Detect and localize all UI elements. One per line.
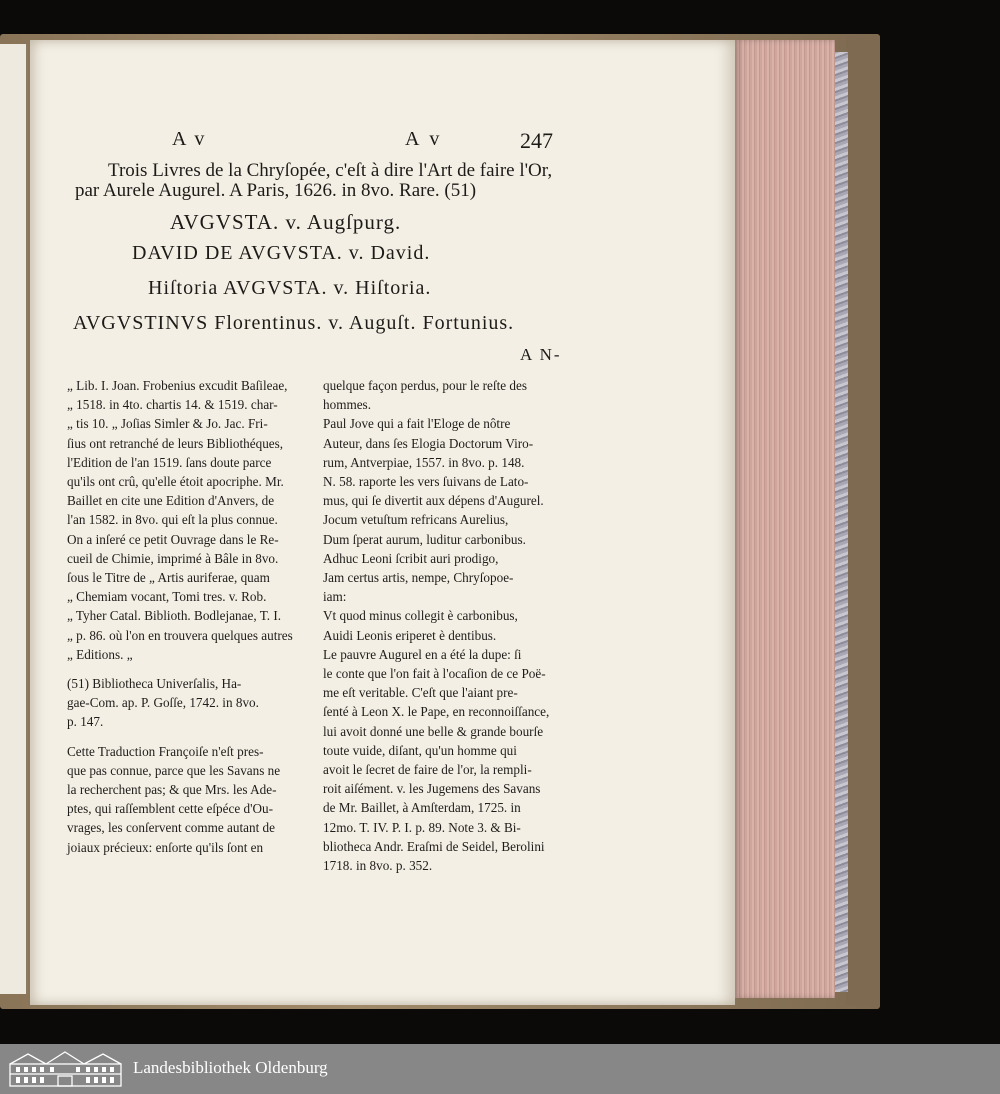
text-line: qu'ils ont crû, qu'elle étoit apocriphe. Mr.: [67, 474, 284, 490]
text-line: Le pauvre Augurel en a été la dupe: ſi: [323, 646, 522, 662]
library-name: Landesbibliothek Oldenburg: [133, 1058, 328, 1077]
entry-heading: AVGVSTINVS Florentinus. v. Auguſt. Fortunius.: [73, 312, 515, 334]
text-line: l'an 1582. in 8vo. qui eſt la plus connue.: [67, 512, 278, 528]
running-head-center: A v: [405, 128, 443, 150]
text-line: me eſt veritable. C'eſt que l'aiant pre-: [323, 685, 518, 701]
text-line: quelque façon perdus, pour le reſte des: [323, 378, 527, 393]
text-line: Auidi Leonis eriperet è dentibus.: [323, 627, 497, 643]
text-line: avoit le ſecret de faire de l'or, la rempli-: [323, 762, 532, 778]
text-line: „ tis 10. „ Joſias Simler & Jo. Jac. Fri-: [67, 416, 268, 432]
text-line: Dum ſperat aurum, luditur carbonibus.: [323, 531, 526, 547]
text-line: que pas connue, parce que les Savans ne: [67, 762, 281, 778]
book-board-edge: [846, 36, 880, 1006]
left-text-column: [67, 376, 307, 857]
text-line: „ p. 86. où l'on en trouvera quelques autres: [67, 627, 293, 643]
paragraph-gap: [67, 664, 307, 674]
facing-page-edge: [0, 44, 28, 994]
entry-text-line: Trois Livres de la Chryſopée, c'eſt à dire l'Art de faire l'Or,: [108, 160, 553, 181]
text-line: „ 1518. in 4to. chartis 14. & 1519. char-: [67, 397, 278, 413]
text-line: On a inſeré ce petit Ouvrage dans le Re-: [67, 531, 279, 547]
text-line: „ Editions. „: [67, 646, 133, 662]
running-head-left: A v: [172, 128, 207, 150]
text-line: lui avoit donné une belle & grande bourſe: [323, 723, 544, 739]
text-line: la recherchent pas; & que Mrs. les Ade-: [67, 782, 277, 798]
text-line: „ Tyher Catal. Biblioth. Bodlejanae, T. I.: [67, 608, 282, 624]
text-line: Auteur, dans ſes Elogia Doctorum Viro-: [323, 435, 534, 451]
text-line: toute vuide, diſant, qu'un homme qui: [323, 742, 517, 758]
text-line: joiaux précieux: enſorte qu'ils ſont en: [67, 839, 264, 855]
text-line: hommes.: [323, 397, 371, 413]
text-line: Paul Jove qui a fait l'Eloge de nôtre: [323, 416, 511, 432]
text-line: 1718. in 8vo. p. 352.: [323, 858, 433, 874]
page-number: 247: [520, 128, 553, 153]
text-line: rum, Antverpiae, 1557. in 8vo. p. 148.: [323, 454, 525, 470]
entry-heading: DAVID DE AVGVSTA. v. David.: [132, 242, 431, 264]
library-footer-bar: [0, 1044, 1000, 1094]
text-line: le conte que l'on fait à l'ocaſion de ce Poë-: [323, 666, 546, 682]
text-line: p. 147.: [67, 714, 104, 730]
text-line: bliotheca Andr. Eraſmi de Seidel, Berolini: [323, 838, 545, 854]
text-line: de Mr. Baillet, à Amſterdam, 1725. in: [323, 800, 521, 816]
text-line: Jam certus artis, nempe, Chryſopoe-: [323, 570, 514, 586]
text-line: roit aiſément. v. les Jugemens des Savans: [323, 781, 541, 797]
text-line: cueil de Chimie, imprimé à Bâle in 8vo.: [67, 550, 279, 566]
text-line: „ Lib. I. Joan. Frobenius excudit Baſileae,: [67, 378, 288, 393]
text-line: Adhuc Leoni ſcribit auri prodigo,: [323, 550, 499, 566]
catchword: A N-: [520, 345, 562, 364]
text-line: l'Edition de l'an 1519. ſans doute parce: [67, 454, 272, 470]
entry-heading: Hiſtoria AVGVSTA. v. Hiſtoria.: [148, 277, 432, 299]
text-line: ſous le Titre de „ Artis auriferae, quam: [67, 570, 270, 586]
text-line: vrages, les conſervent comme autant de: [67, 820, 275, 836]
right-text-column: [323, 376, 563, 875]
entry-text-line: par Aurele Augurel. A Paris, 1626. in 8vo. Rare. (51): [75, 180, 477, 201]
text-line: Jocum vetuſtum refricans Aurelius,: [323, 512, 509, 528]
text-line: Cette Traduction Françoiſe n'eſt pres-: [67, 743, 264, 759]
entry-heading: AVGVSTA. v. Augſpurg.: [170, 210, 402, 234]
text-line: ſius ont retranché de leurs Bibliothéques,: [67, 435, 284, 451]
library-building-logo-icon: [8, 1050, 123, 1088]
text-line: ptes, qui raſſemblent cette eſpéce d'Ou-: [67, 801, 273, 817]
paragraph-gap: [67, 732, 307, 742]
text-line: Vt quod minus collegit è carbonibus,: [323, 608, 518, 624]
page-edges: [735, 40, 835, 998]
text-line: (51) Bibliotheca Univerſalis, Ha-: [67, 676, 242, 692]
text-line: N. 58. raporte les vers ſuivans de Lato-: [323, 474, 529, 490]
text-line: gae-Com. ap. P. Goſſe, 1742. in 8vo.: [67, 695, 259, 711]
text-line: ſenté à Leon X. le Pape, en reconnoiſſance,: [323, 704, 550, 720]
text-line: iam:: [323, 589, 347, 605]
text-line: 12mo. T. IV. P. I. p. 89. Note 3. & Bi-: [323, 819, 521, 835]
text-line: „ Chemiam vocant, Tomi tres. v. Rob.: [67, 589, 267, 605]
text-line: mus, qui ſe divertit aux dépens d'Augurel.: [323, 493, 544, 509]
text-line: Baillet en cite une Edition d'Anvers, de: [67, 493, 275, 509]
